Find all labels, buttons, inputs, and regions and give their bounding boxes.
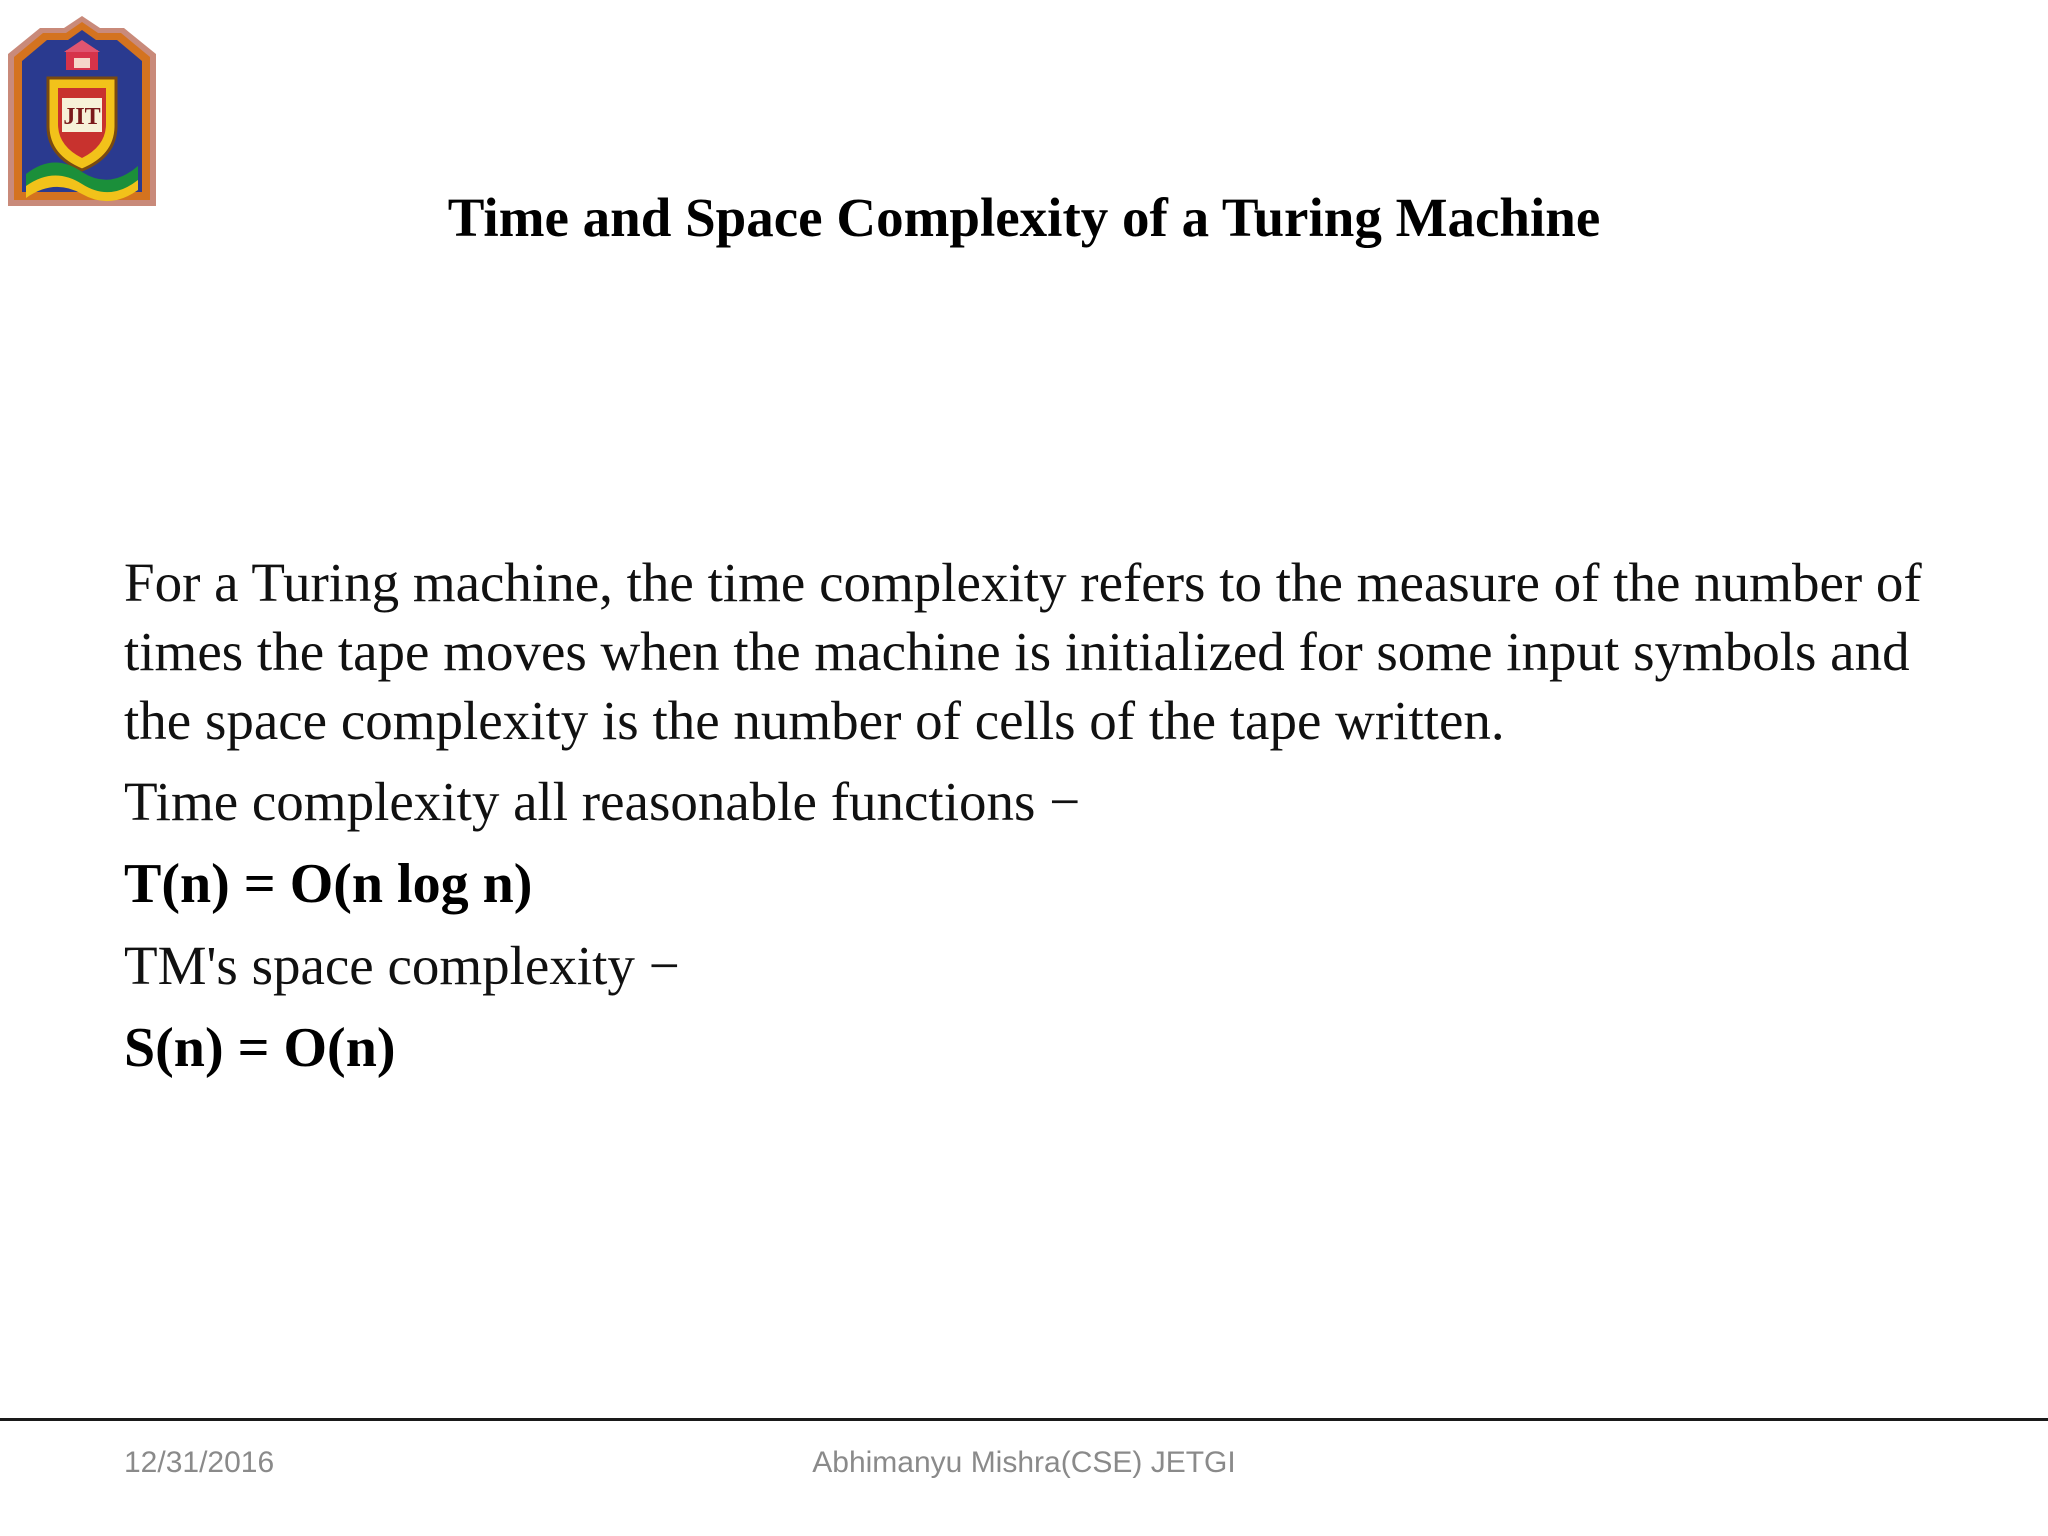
time-complexity-formula: T(n) = O(n log n) [124, 853, 533, 915]
space-complexity-label: TM's space complexity − [124, 935, 680, 996]
institute-logo [4, 14, 160, 208]
slide-title: Time and Space Complexity of a Turing Machine [447, 187, 1601, 248]
footer-divider [0, 1418, 2048, 1421]
slide-body [124, 548, 2004, 1083]
institute-logo-icon [4, 14, 160, 208]
footer-date: 12/31/2016 [124, 1446, 275, 1479]
space-complexity-formula: S(n) = O(n) [124, 1017, 396, 1079]
time-complexity-label: Time complexity all reasonable functions − [124, 771, 1081, 832]
footer-author: Abhimanyu Mishra(CSE) JETGI [812, 1446, 1236, 1479]
definition-paragraph: For a Turing machine, the time complexity refers to the measure of the number of times the tape moves when the machine is initialized for some input symbols and the space complexity is the number of cells of the tape written. [124, 552, 1922, 751]
logo-text: JIT [63, 104, 101, 130]
